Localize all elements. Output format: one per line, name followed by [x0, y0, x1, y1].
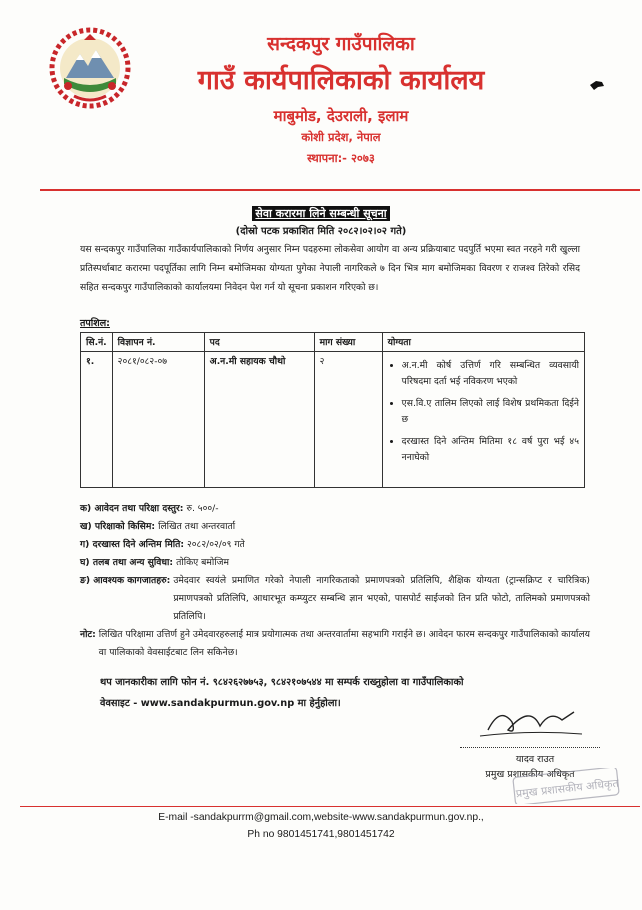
ink-blot: [588, 78, 606, 92]
official-stamp: [512, 768, 622, 804]
qualification-list: [388, 358, 579, 466]
item-value: तोकिए बमोजिम: [176, 557, 229, 568]
serial-number: १.: [81, 352, 113, 488]
office-name: गाउँ कार्यपालिकाको कार्यालय: [197, 65, 485, 96]
established: स्थापना:- २०७३: [307, 151, 375, 165]
province: कोशी प्रदेश, नेपाल: [301, 130, 381, 144]
signatory-name: यादव राउत: [515, 754, 555, 765]
signature-line: [460, 747, 600, 748]
ad-number: २०८१/०८२-०७: [112, 352, 204, 488]
signatory-title: प्रमुख प्रशासकीय अधिकृत: [485, 769, 575, 780]
item-label: ग) दरखास्त दिने अन्तिम मिति:: [80, 539, 184, 550]
item-label: नोट:: [80, 629, 96, 640]
item-label: घ) तलब तथा अन्य सुविधा:: [80, 557, 174, 568]
column-header: सि.नं.: [81, 333, 113, 352]
contact-line: थप जानकारीका लागि फोन नं. ९८४२६२७७५३, ९८४२१०७५४४ मा सम्पर्क राख्नुहोला वा गाउँपालिकाको: [100, 677, 464, 688]
handwritten-signature: [470, 700, 590, 740]
list-item: [80, 626, 590, 662]
list-item: [80, 518, 590, 536]
item-label: ङ) आवश्यक कागजातहरु:: [80, 575, 171, 586]
footer-phone: Ph no 9801451741,9801451742: [247, 829, 395, 840]
list-item: • अ.न.मी कोर्ष उत्तिर्ण गरि सम्बन्धित व्यवसायी परिषदमा दर्ता भई नविकरण भएको: [402, 358, 579, 390]
table-row: [81, 352, 585, 488]
item-label: ख) परिक्षाको किसिम:: [80, 521, 156, 532]
list-item: [80, 536, 590, 554]
column-header: पद: [204, 333, 314, 352]
column-header: माग संख्या: [314, 333, 382, 352]
list-item: • दरखास्त दिने अन्तिम मितिमा १८ वर्ष पुरा भई ४५ ननाघेको: [402, 434, 579, 466]
item-value: २०८२/०२/०९ गते: [187, 539, 245, 550]
qualifications-cell: [382, 352, 584, 488]
item-value: रु. ५००/-: [186, 503, 219, 514]
list-item: [80, 554, 590, 572]
notice-title: सेवा करारमा लिने सम्बन्धी सूचना: [0, 206, 642, 221]
notice-body: यस सन्दकपुर गाउँपालिका गाउँकार्यपालिकाको निर्णय अनुसार निम्न पदहरुमा लोकसेवा आयोग वा अन्य प्रक्रियाबाट पदपुर्ति भएमा स्वत नरहने गरी खुल्ला प्रतिस्पर्धाबाट करारमा पदपूर्तिका लागि निम्न बमोजिमका योग्यता पुगेका नेपाली नागरिकले ७ दिन भित्र माग बमोजिमका विवरण र राजश्व तिरेको रसिद सहित सन्दकपुर गाउँपालिकाको कार्यालयमा निवेदन पेश गर्न यो सूचना प्रकाशन गरिएको छ।: [80, 244, 580, 293]
list-item: [80, 572, 590, 626]
list-item: [80, 500, 590, 518]
list-item: • एस.वि.ए तालिम लिएको लाई विशेष प्रथमिकता दिईने छ: [402, 396, 579, 428]
column-header: विज्ञापन नं.: [112, 333, 204, 352]
footer-divider: [20, 806, 640, 807]
column-header: योग्यता: [382, 333, 584, 352]
municipality-name: सन्दकपुर गाउँपालिका: [267, 33, 415, 55]
contact-line: वेवसाइट - www.sandakpurmun.gov.np मा हेर्नुहोला।: [100, 698, 341, 709]
details-label: तपशिल:: [80, 318, 110, 329]
notice-items: [80, 500, 590, 662]
vacancy-table: [80, 332, 585, 488]
stamp-text: प्रमुख प्रशासकीय अधिकृत: [515, 776, 620, 801]
post-name: अ.न.मी सहायक चौथो: [204, 352, 314, 488]
demand-count: २: [314, 352, 382, 488]
office-address: माबुमोड, देउराली, इलाम: [273, 107, 409, 125]
table-header-row: [81, 333, 585, 352]
notice-subtitle: (दोस्रो पटक प्रकाशित मिति २०८२।०२।०२ गते): [235, 226, 407, 237]
item-value: लिखित परिक्षामा उत्तिर्ण हुने उमेदवारहरुलाई मात्र प्रयोगात्मक तथा अन्तरवार्तामा सहभागि गराईने छ। आवेदन फारम सन्दकपुर गाउँपालिकाको कार्यालय वा पालिकाको वेवसाईटबाट लिन सकिनेछ।: [98, 629, 590, 658]
item-label: क) आवेदन तथा परिक्षा दस्तुर:: [80, 503, 184, 514]
footer-email-website: E-mail -sandakpurrm@gmail.com,website-www.sandakpurmun.gov.np.,: [158, 812, 484, 823]
item-value: लिखित तथा अन्तरवार्ता: [158, 521, 236, 532]
item-value: उमेदवार स्वयंले प्रमाणित गरेको नेपाली नागरिकताको प्रमाणपत्रको प्रतिलिपि, शैक्षिक योग्यता (ट्रान्सक्रिप्ट र चारित्रिक) प्रमाणपत्रको प्रतिलिपि, आधारभूत कम्प्युटर सम्बन्धि ज्ञान भएको, पासपोर्ट साईजको तिन प्रति फोटो, तालिमको प्रमाणपत्रको प्रतिलिपि।: [173, 575, 590, 622]
header-divider: [40, 189, 640, 191]
